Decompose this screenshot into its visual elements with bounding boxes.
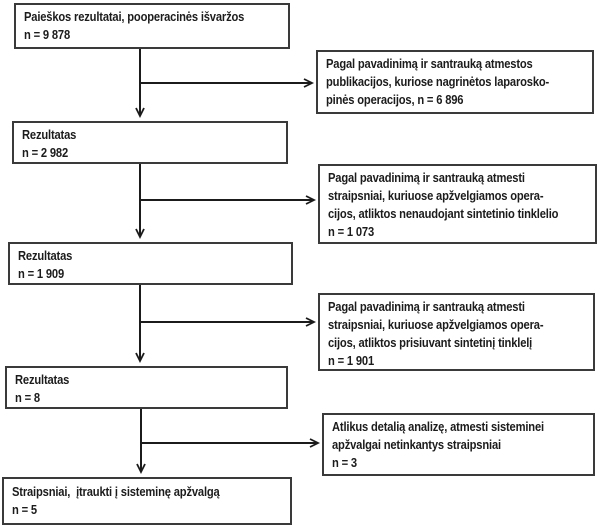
box-excluded-no-synthetic-mesh — [318, 164, 597, 244]
box-text-line: cijos, atliktos prisiuvant sintetinį tinklelį — [328, 335, 533, 350]
box-text-line: Pagal pavadinimą ir santrauką atmesti — [328, 170, 525, 185]
box-text-line: Straipsniai, įtraukti į sisteminę apžvalgą — [12, 484, 220, 499]
box-results-8 — [5, 366, 288, 409]
box-text-line: cijos, atliktos nenaudojant sintetinio tinklelio — [328, 206, 559, 221]
box-count-line: pinės operacijos, n = 6 896 — [326, 92, 464, 107]
box-results-2982 — [12, 121, 288, 164]
box-count-line: n = 5 — [12, 502, 37, 517]
box-search-results — [14, 3, 290, 49]
box-count-line: n = 1 073 — [328, 224, 375, 239]
box-text-line: straipsniai, kuriuose apžvelgiamos opera- — [328, 188, 544, 203]
box-count-line: n = 2 982 — [22, 145, 69, 160]
box-count-line: n = 3 — [332, 455, 357, 470]
box-excluded-detailed-analysis — [322, 413, 595, 476]
box-count-line: n = 1 909 — [18, 266, 65, 281]
box-text-line: Atlikus detalią analizę, atmesti sisteminei — [332, 419, 544, 434]
box-text-line: Pagal pavadinimą ir santrauką atmestos — [326, 56, 533, 71]
box-count-line: n = 9 878 — [24, 27, 71, 42]
box-results-1909 — [8, 242, 293, 285]
box-text-line: apžvalgai netinkantys straipsniai — [332, 437, 501, 452]
box-excluded-sutured-synthetic-mesh — [318, 293, 595, 371]
box-text-line: Pagal pavadinimą ir santrauką atmesti — [328, 299, 525, 314]
box-text-line: Rezultatas — [15, 372, 70, 387]
box-text-line: Paieškos rezultatai, pooperacinės išvaržos — [24, 9, 245, 24]
box-count-line: n = 8 — [15, 390, 40, 405]
box-excluded-laparoscopic — [316, 50, 594, 114]
box-included-articles — [2, 477, 292, 525]
box-count-line: n = 1 901 — [328, 353, 375, 368]
box-text-line: Rezultatas — [18, 248, 73, 263]
box-text-line: Rezultatas — [22, 127, 77, 142]
box-text-line: publikacijos, kuriose nagrinėtos laparosko- — [326, 74, 550, 89]
box-text-line: straipsniai, kuriuose apžvelgiamos opera- — [328, 317, 544, 332]
